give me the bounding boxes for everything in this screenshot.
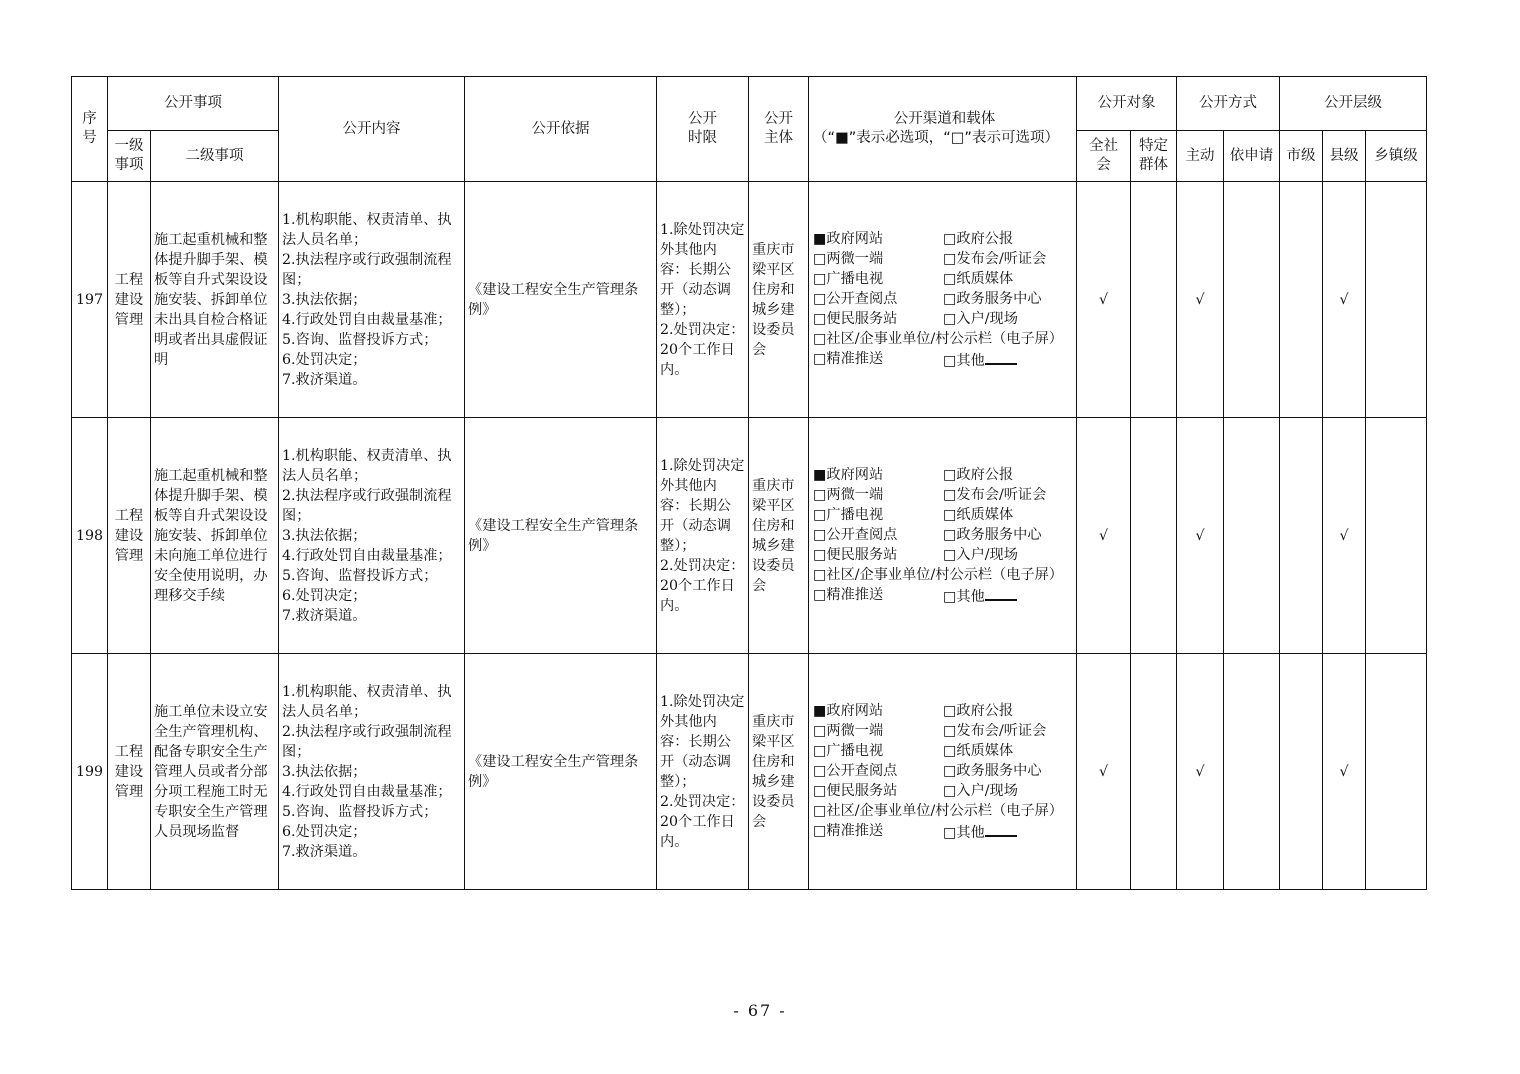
check-target-specific: [1131, 182, 1177, 418]
header-target-specific: 特定群体: [1131, 131, 1177, 182]
channel-option-other-label: □其他: [943, 588, 985, 605]
check-mode-active: √: [1177, 418, 1224, 654]
header-channel-title: 公开渠道和载体: [893, 111, 996, 127]
channel-option: □两微一端: [813, 250, 884, 267]
channel-option: □发布会/听证会: [943, 722, 1047, 739]
table-row: [72, 418, 1427, 654]
content-line: 2.执法程序或行政强制流程图；: [282, 723, 452, 760]
channel-option: □社区/企事业单位/村公示栏（电子屏）: [813, 802, 1063, 819]
row-subject: 重庆市梁平区住房和城乡建设委员会: [749, 654, 809, 890]
row-channels: [809, 654, 1077, 890]
channel-option: □公开查阅点: [813, 290, 898, 307]
time-limit-line: 2.处罚决定：20个工作日内。: [660, 793, 745, 850]
header-level-city: 市级: [1280, 131, 1323, 182]
row-subject: 重庆市梁平区住房和城乡建设委员会: [749, 182, 809, 418]
channel-option-other: [943, 349, 1073, 371]
header-subject: 公开主体: [749, 77, 809, 182]
header-level2: 二级事项: [151, 131, 279, 182]
header-level1: 一级事项: [108, 131, 151, 182]
check-mode-active: √: [1177, 182, 1224, 418]
header-content: 公开内容: [279, 77, 465, 182]
row-content: [279, 182, 465, 418]
channel-option: □入户/现场: [943, 782, 1018, 799]
check-mode-apply: [1224, 654, 1280, 890]
time-limit-line: 2.处罚决定：20个工作日内。: [660, 321, 745, 378]
content-line: 4.行政处罚自由裁量基准；: [282, 547, 452, 564]
check-target-all: √: [1077, 418, 1131, 654]
channel-option-other: [943, 585, 1073, 607]
channel-option-other-label: □其他: [943, 352, 985, 369]
content-line: 1.机构职能、权责清单、执法人员名单；: [282, 683, 452, 720]
check-target-specific: [1131, 654, 1177, 890]
channel-option: □政务服务中心: [943, 290, 1042, 307]
header-channel: [809, 77, 1077, 182]
content-line: 2.执法程序或行政强制流程图；: [282, 487, 452, 524]
row-basis: 《建设工程安全生产管理条例》: [465, 418, 657, 654]
header-seq: 序号: [72, 77, 108, 182]
row-time-limit: [657, 654, 749, 890]
channel-option: □广播电视: [813, 506, 884, 523]
blank-underline: [985, 349, 1017, 365]
content-line: 3.执法依据；: [282, 763, 367, 780]
channel-option: □广播电视: [813, 270, 884, 287]
time-limit-line: 1.除处罚决定外其他内容：长期公开（动态调整）；: [660, 221, 745, 318]
header-time-limit: 公开时限: [657, 77, 749, 182]
channel-option: □公开查阅点: [813, 526, 898, 543]
channel-option: □纸质媒体: [943, 506, 1014, 523]
channel-option: ■政府网站: [813, 466, 884, 483]
channel-option: □发布会/听证会: [943, 250, 1047, 267]
channel-option: □精准推送: [813, 350, 884, 367]
row-seq: 197: [72, 182, 108, 418]
channel-option: □纸质媒体: [943, 742, 1014, 759]
row-category-2: 施工起重机械和整体提升脚手架、模板等自升式架设设施安装、拆卸单位未出具自检合格证明或者出具虚假证明: [151, 182, 279, 418]
header-basis: 公开依据: [465, 77, 657, 182]
row-channels: [809, 182, 1077, 418]
check-target-specific: [1131, 418, 1177, 654]
channel-option: □两微一端: [813, 486, 884, 503]
channel-option: □纸质媒体: [943, 270, 1014, 287]
channel-option: □精准推送: [813, 822, 884, 839]
content-line: 5.咨询、监督投诉方式；: [282, 567, 438, 584]
check-level-county: √: [1323, 418, 1366, 654]
row-seq: 198: [72, 418, 108, 654]
channel-option: □入户/现场: [943, 310, 1018, 327]
header-channel-note: （“■”表示必选项，“□”表示可选项）: [813, 130, 1059, 146]
channel-option: □公开查阅点: [813, 762, 898, 779]
channel-option: □政府公报: [943, 230, 1014, 247]
check-mode-apply: [1224, 182, 1280, 418]
channel-option: ■政府网站: [813, 230, 884, 247]
row-content: [279, 418, 465, 654]
row-basis: 《建设工程安全生产管理条例》: [465, 182, 657, 418]
content-line: 7.救济渠道。: [282, 371, 367, 388]
check-level-county: √: [1323, 654, 1366, 890]
channel-option: □便民服务站: [813, 782, 898, 799]
time-limit-line: 1.除处罚决定外其他内容：长期公开（动态调整）；: [660, 693, 745, 790]
row-time-limit: [657, 182, 749, 418]
row-category-2: 施工单位未设立安全生产管理机构、配备专职安全生产管理人员或者分部分项工程施工时无专职安全生产管理人员现场监督: [151, 654, 279, 890]
channel-option: □便民服务站: [813, 310, 898, 327]
content-line: 3.执法依据；: [282, 291, 367, 308]
content-line: 1.机构职能、权责清单、执法人员名单；: [282, 211, 452, 248]
content-line: 2.执法程序或行政强制流程图；: [282, 251, 452, 288]
content-line: 6.处罚决定；: [282, 351, 367, 368]
check-mode-apply: [1224, 418, 1280, 654]
header-items: 公开事项: [108, 77, 279, 131]
row-channels: [809, 418, 1077, 654]
channel-option: □政府公报: [943, 702, 1014, 719]
content-line: 5.咨询、监督投诉方式；: [282, 803, 438, 820]
check-level-city: [1280, 418, 1323, 654]
row-content: [279, 654, 465, 890]
content-line: 5.咨询、监督投诉方式；: [282, 331, 438, 348]
content-line: 3.执法依据；: [282, 527, 367, 544]
header-level-county: 县级: [1323, 131, 1366, 182]
disclosure-table: [71, 76, 1427, 890]
content-line: 4.行政处罚自由裁量基准；: [282, 783, 452, 800]
blank-underline: [985, 585, 1017, 601]
header-target-all: 全社会: [1077, 131, 1131, 182]
check-level-town: [1366, 182, 1427, 418]
channel-option: □政府公报: [943, 466, 1014, 483]
channel-option: □广播电视: [813, 742, 884, 759]
table-row: [72, 182, 1427, 418]
content-line: 6.处罚决定；: [282, 823, 367, 840]
channel-option: ■政府网站: [813, 702, 884, 719]
header-mode-active: 主动: [1177, 131, 1224, 182]
check-level-city: [1280, 182, 1323, 418]
check-level-county: √: [1323, 182, 1366, 418]
check-level-town: [1366, 654, 1427, 890]
check-mode-active: √: [1177, 654, 1224, 890]
header-target: 公开对象: [1077, 77, 1177, 131]
check-level-town: [1366, 418, 1427, 654]
check-level-city: [1280, 654, 1323, 890]
channel-option: □社区/企事业单位/村公示栏（电子屏）: [813, 330, 1063, 347]
blank-underline: [985, 821, 1017, 837]
content-line: 1.机构职能、权责清单、执法人员名单；: [282, 447, 452, 484]
table-row: [72, 654, 1427, 890]
row-basis: 《建设工程安全生产管理条例》: [465, 654, 657, 890]
row-subject: 重庆市梁平区住房和城乡建设委员会: [749, 418, 809, 654]
header-mode: 公开方式: [1177, 77, 1280, 131]
check-target-all: √: [1077, 182, 1131, 418]
content-line: 7.救济渠道。: [282, 607, 367, 624]
channel-option: □入户/现场: [943, 546, 1018, 563]
content-line: 4.行政处罚自由裁量基准；: [282, 311, 452, 328]
channel-option: □便民服务站: [813, 546, 898, 563]
content-line: 6.处罚决定；: [282, 587, 367, 604]
header-mode-apply: 依申请: [1224, 131, 1280, 182]
content-line: 7.救济渠道。: [282, 843, 367, 860]
channel-option: □政务服务中心: [943, 526, 1042, 543]
channel-option: □精准推送: [813, 586, 884, 603]
channel-option-other: [943, 821, 1073, 843]
page-number: - 67 -: [733, 1001, 787, 1020]
header-level: 公开层级: [1280, 77, 1427, 131]
channel-option: □政务服务中心: [943, 762, 1042, 779]
channel-option: □发布会/听证会: [943, 486, 1047, 503]
row-category-1: 工程建设管理: [108, 418, 151, 654]
time-limit-line: 2.处罚决定：20个工作日内。: [660, 557, 745, 614]
row-category-1: 工程建设管理: [108, 182, 151, 418]
channel-option-other-label: □其他: [943, 824, 985, 841]
channel-option: □两微一端: [813, 722, 884, 739]
channel-option: □社区/企事业单位/村公示栏（电子屏）: [813, 566, 1063, 583]
check-target-all: √: [1077, 654, 1131, 890]
header-level-town: 乡镇级: [1366, 131, 1427, 182]
row-seq: 199: [72, 654, 108, 890]
time-limit-line: 1.除处罚决定外其他内容：长期公开（动态调整）；: [660, 457, 745, 554]
row-category-2: 施工起重机械和整体提升脚手架、模板等自升式架设设施安装、拆卸单位未向施工单位进行安全使用说明，办理移交手续: [151, 418, 279, 654]
row-category-1: 工程建设管理: [108, 654, 151, 890]
row-time-limit: [657, 418, 749, 654]
